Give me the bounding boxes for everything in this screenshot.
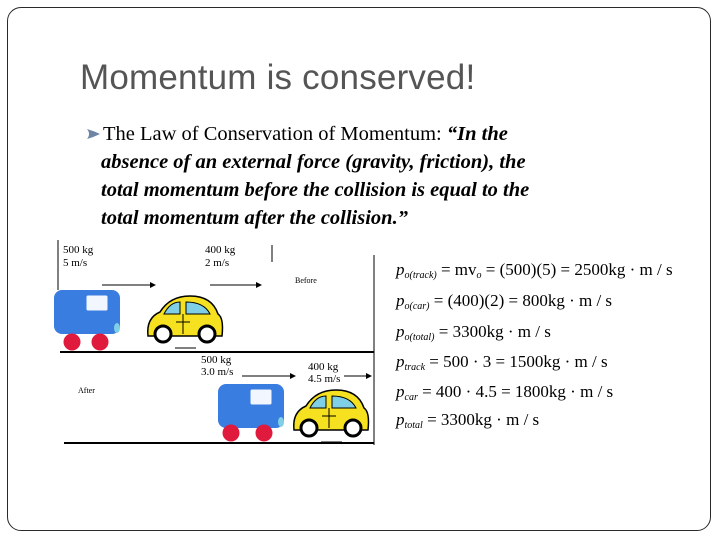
equation-final-total: $p_{total} = 3300kg \cdot m / s$ (396, 410, 540, 431)
after-truck-arrowhead (290, 373, 296, 379)
before-truck-arrowhead (150, 282, 156, 288)
equation-initial-total: $p_{o(total)} = 3300kg \cdot m / s$ (396, 322, 551, 343)
after-truck-icon (218, 384, 284, 442)
before-label: Before (295, 276, 317, 285)
after-car-mass: 400 kg (308, 361, 339, 373)
after-car-icon (294, 390, 369, 442)
equation-initial-truck: $p_{o(track)} = mv_o = (500)(5) = 2500kg \cdot m / s$ (396, 260, 673, 281)
equation-final-truck: $p_{track} = 500 \cdot 3 = 1500kg \cdot m / s$ (396, 352, 608, 373)
bullet-emph-line2: absence of an external force (gravity, friction), the (101, 151, 526, 173)
before-truck-speed: 5 m/s (63, 257, 88, 269)
bullet-emph-line3: total momentum before the collision is equal to the (101, 179, 530, 201)
before-truck-mass: 500 kg (63, 244, 94, 256)
bullet-emph-line1: “In the (446, 123, 508, 145)
before-car-speed: 2 m/s (205, 257, 230, 269)
bullet-emph-line4: total momentum after the collision.” (101, 207, 408, 229)
slide-title: Momentum is conserved! (80, 58, 476, 97)
equation-final-car: $p_{car} = 400 \cdot 4.5 = 1800kg \cdot m / s$ (396, 382, 614, 403)
before-truck-icon (54, 290, 120, 351)
before-car-arrowhead (256, 282, 262, 288)
equation-initial-car: $p_{o(car)} = (400)(2) = 800kg \cdot m / s$ (396, 291, 613, 312)
before-car-icon (148, 296, 223, 348)
after-car-arrowhead (366, 373, 372, 379)
after-label: After (78, 386, 95, 395)
after-truck-speed: 3.0 m/s (201, 366, 234, 378)
after-truck-mass: 500 kg (201, 354, 232, 366)
before-car-mass: 400 kg (205, 244, 236, 256)
after-car-speed: 4.5 m/s (308, 373, 341, 385)
bullet-plain-text: The Law of Conservation of Momentum: (103, 123, 447, 145)
